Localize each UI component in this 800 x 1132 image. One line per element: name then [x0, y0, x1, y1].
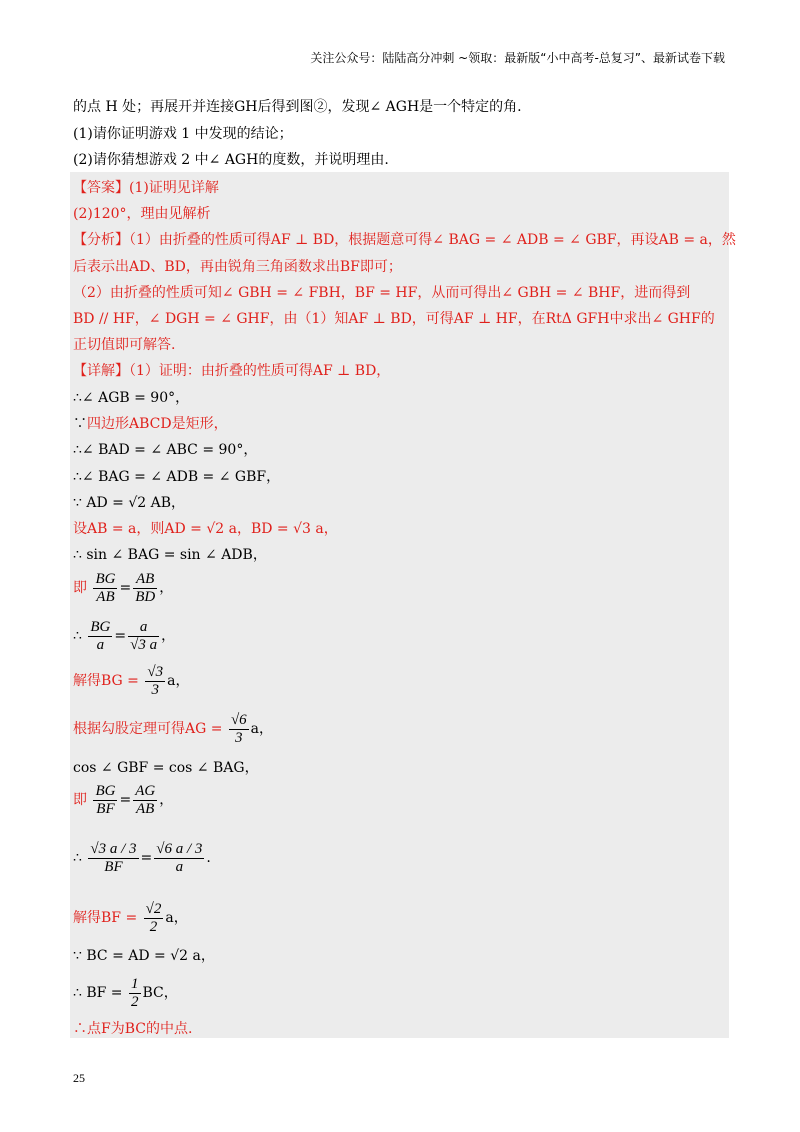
fraction-eq-7-prefix: 解得BF =: [73, 910, 138, 926]
fraction-eq-3: [73, 663, 189, 699]
fraction: [144, 901, 164, 936]
page-header: 关注公众号：陆陆高分冲刺 ~领取：最新版“小中高考-总复习”、最新试卷下载: [310, 51, 725, 65]
fraction-eq-8: [73, 975, 178, 1011]
fraction: [129, 976, 141, 1011]
numerator: √2: [145, 900, 162, 917]
denominator: 2: [149, 918, 158, 935]
fraction: [88, 841, 138, 876]
denominator: a: [175, 858, 184, 875]
fraction-eq-7: [73, 900, 188, 936]
step-1: ∴∠ AGB = 90°，: [73, 390, 190, 406]
denominator: BD: [135, 588, 156, 605]
fraction: [128, 619, 159, 654]
fraction-eq-8-suffix: BC，: [142, 985, 178, 1001]
numerator: 1: [131, 975, 139, 992]
fraction-eq-1: 即 $\frac{BG}{AB}$ = $\frac{AB}{BD}$ ，: [73, 570, 174, 605]
denominator: AB: [136, 800, 155, 817]
denominator: BF: [96, 800, 115, 817]
fraction-eq-6-prefix: ∴: [73, 850, 82, 866]
fraction: [133, 783, 157, 818]
numerator: BG: [90, 618, 111, 635]
denominator: AB: [96, 588, 115, 605]
detail-tag: 【详解】: [73, 363, 129, 379]
fraction: [88, 619, 112, 654]
numerator: √3: [147, 663, 164, 680]
analysis-line-3: （2）由折叠的性质可知∠ GBH = ∠ FBH，BF = HF，从而可得出∠ GBH = ∠ BHF，进而得到: [73, 285, 691, 301]
denominator: 2: [131, 993, 139, 1010]
fraction: [93, 571, 117, 606]
fraction-eq-7-suffix: a，: [165, 910, 188, 926]
step-7: ∴ sin ∠ BAG = sin ∠ ADB，: [73, 547, 267, 563]
fraction-eq-8-prefix: ∴ BF =: [73, 985, 123, 1001]
denominator: √3 a: [130, 636, 158, 653]
numerator: √6: [230, 711, 247, 728]
answer-line-2: [73, 204, 211, 224]
fraction: [145, 664, 165, 699]
denominator: a: [96, 636, 105, 653]
fraction: [229, 712, 249, 747]
fraction-eq-4-prefix: 根据勾股定理可得AG =: [73, 721, 223, 737]
denominator: BF: [104, 858, 123, 875]
detail-line-1: [73, 361, 390, 381]
numerator: √6 a / 3: [156, 840, 203, 857]
answer-tag: 【答案】: [73, 180, 129, 196]
fraction: [154, 841, 204, 876]
fraction: [133, 571, 157, 606]
problem-question-1: (1)请你证明游戏 1 中发现的结论；: [73, 126, 293, 142]
step-2: [73, 414, 228, 434]
step-4: ∴∠ BAG = ∠ ADB = ∠ GBF，: [73, 469, 281, 485]
answer-text-2: (2)120°，理由见解析: [73, 206, 211, 222]
step-5: ∵ AD = √2 AB，: [73, 495, 185, 511]
step-9: ∵ BC = AD = √2 a，: [73, 948, 215, 964]
fraction-eq-2: ∴ $\frac{BG}{a}$ = $\frac{a}{√3 a}$ ，: [73, 618, 176, 653]
answer-line-1: [73, 178, 219, 198]
denominator: 3: [235, 729, 243, 746]
fraction-eq-1-prefix: 即: [73, 580, 87, 596]
because-symbol: ∵: [73, 416, 87, 432]
analysis-text-1: （1）由折叠的性质可得AF ⊥ BD，根据题意可得∠ BAG = ∠ ADB = ∠ GBF，再设AB = a，然: [129, 232, 736, 248]
step-10: ∴点F为BC的中点.: [73, 1021, 193, 1037]
numerator: AB: [133, 571, 157, 589]
answer-text-1: (1)证明见详解: [129, 180, 219, 196]
analysis-line-2: 后表示出AD、BD，再由锐角三角函数求出BF即可；: [73, 259, 402, 275]
analysis-tag: 【分析】: [73, 232, 129, 248]
numerator: a: [128, 619, 159, 637]
numerator: BG: [95, 570, 116, 587]
numerator: AG: [135, 782, 156, 799]
fraction-eq-5: 即 $\frac{BG}{BF}$ = $\frac{AG}{AB}$ ，: [73, 782, 174, 817]
denominator: 3: [151, 681, 159, 698]
analysis-line-4: BD // HF，∠ DGH = ∠ GHF，由（1）知AF ⊥ BD，可得AF ⊥ HF，在RtΔ GFH中求出∠ GHF的: [73, 311, 715, 327]
fraction-eq-3-prefix: 解得BG =: [73, 673, 139, 689]
fraction: [93, 783, 117, 818]
page-number: 25: [73, 1071, 85, 1085]
fraction-eq-2-prefix: ∴: [73, 628, 82, 644]
step-8: cos ∠ GBF = cos ∠ BAG，: [73, 760, 259, 776]
numerator: √3 a / 3: [90, 840, 137, 857]
analysis-line-5: 正切值即可解答.: [73, 337, 176, 353]
analysis-line-1: [73, 230, 736, 250]
fraction-eq-5-prefix: 即: [73, 792, 87, 808]
detail-text-1: （1）证明：由折叠的性质可得AF ⊥ BD，: [129, 363, 391, 379]
step-3: ∴∠ BAD = ∠ ABC = 90°，: [73, 442, 258, 458]
numerator: BG: [95, 782, 116, 799]
step-2-text: 四边形ABCD是矩形，: [87, 416, 228, 432]
fraction-eq-4-suffix: a，: [250, 721, 274, 737]
fraction-eq-3-suffix: a，: [167, 673, 190, 689]
step-6: 设AB = a，则AD = √2 a，BD = √3 a，: [73, 521, 338, 537]
fraction-eq-4: [73, 711, 273, 747]
fraction-eq-6: ∴ $\frac{√3 a / 3}{BF}$ = $\frac{√6 a / 3}{a}$ .: [73, 840, 211, 875]
problem-question-2: (2)请你猜想游戏 2 中∠ AGH的度数，并说明理由.: [73, 152, 389, 168]
problem-line-1: 的点 H 处；再展开并连接GH后得到图②，发现∠ AGH是一个特定的角.: [73, 99, 522, 115]
